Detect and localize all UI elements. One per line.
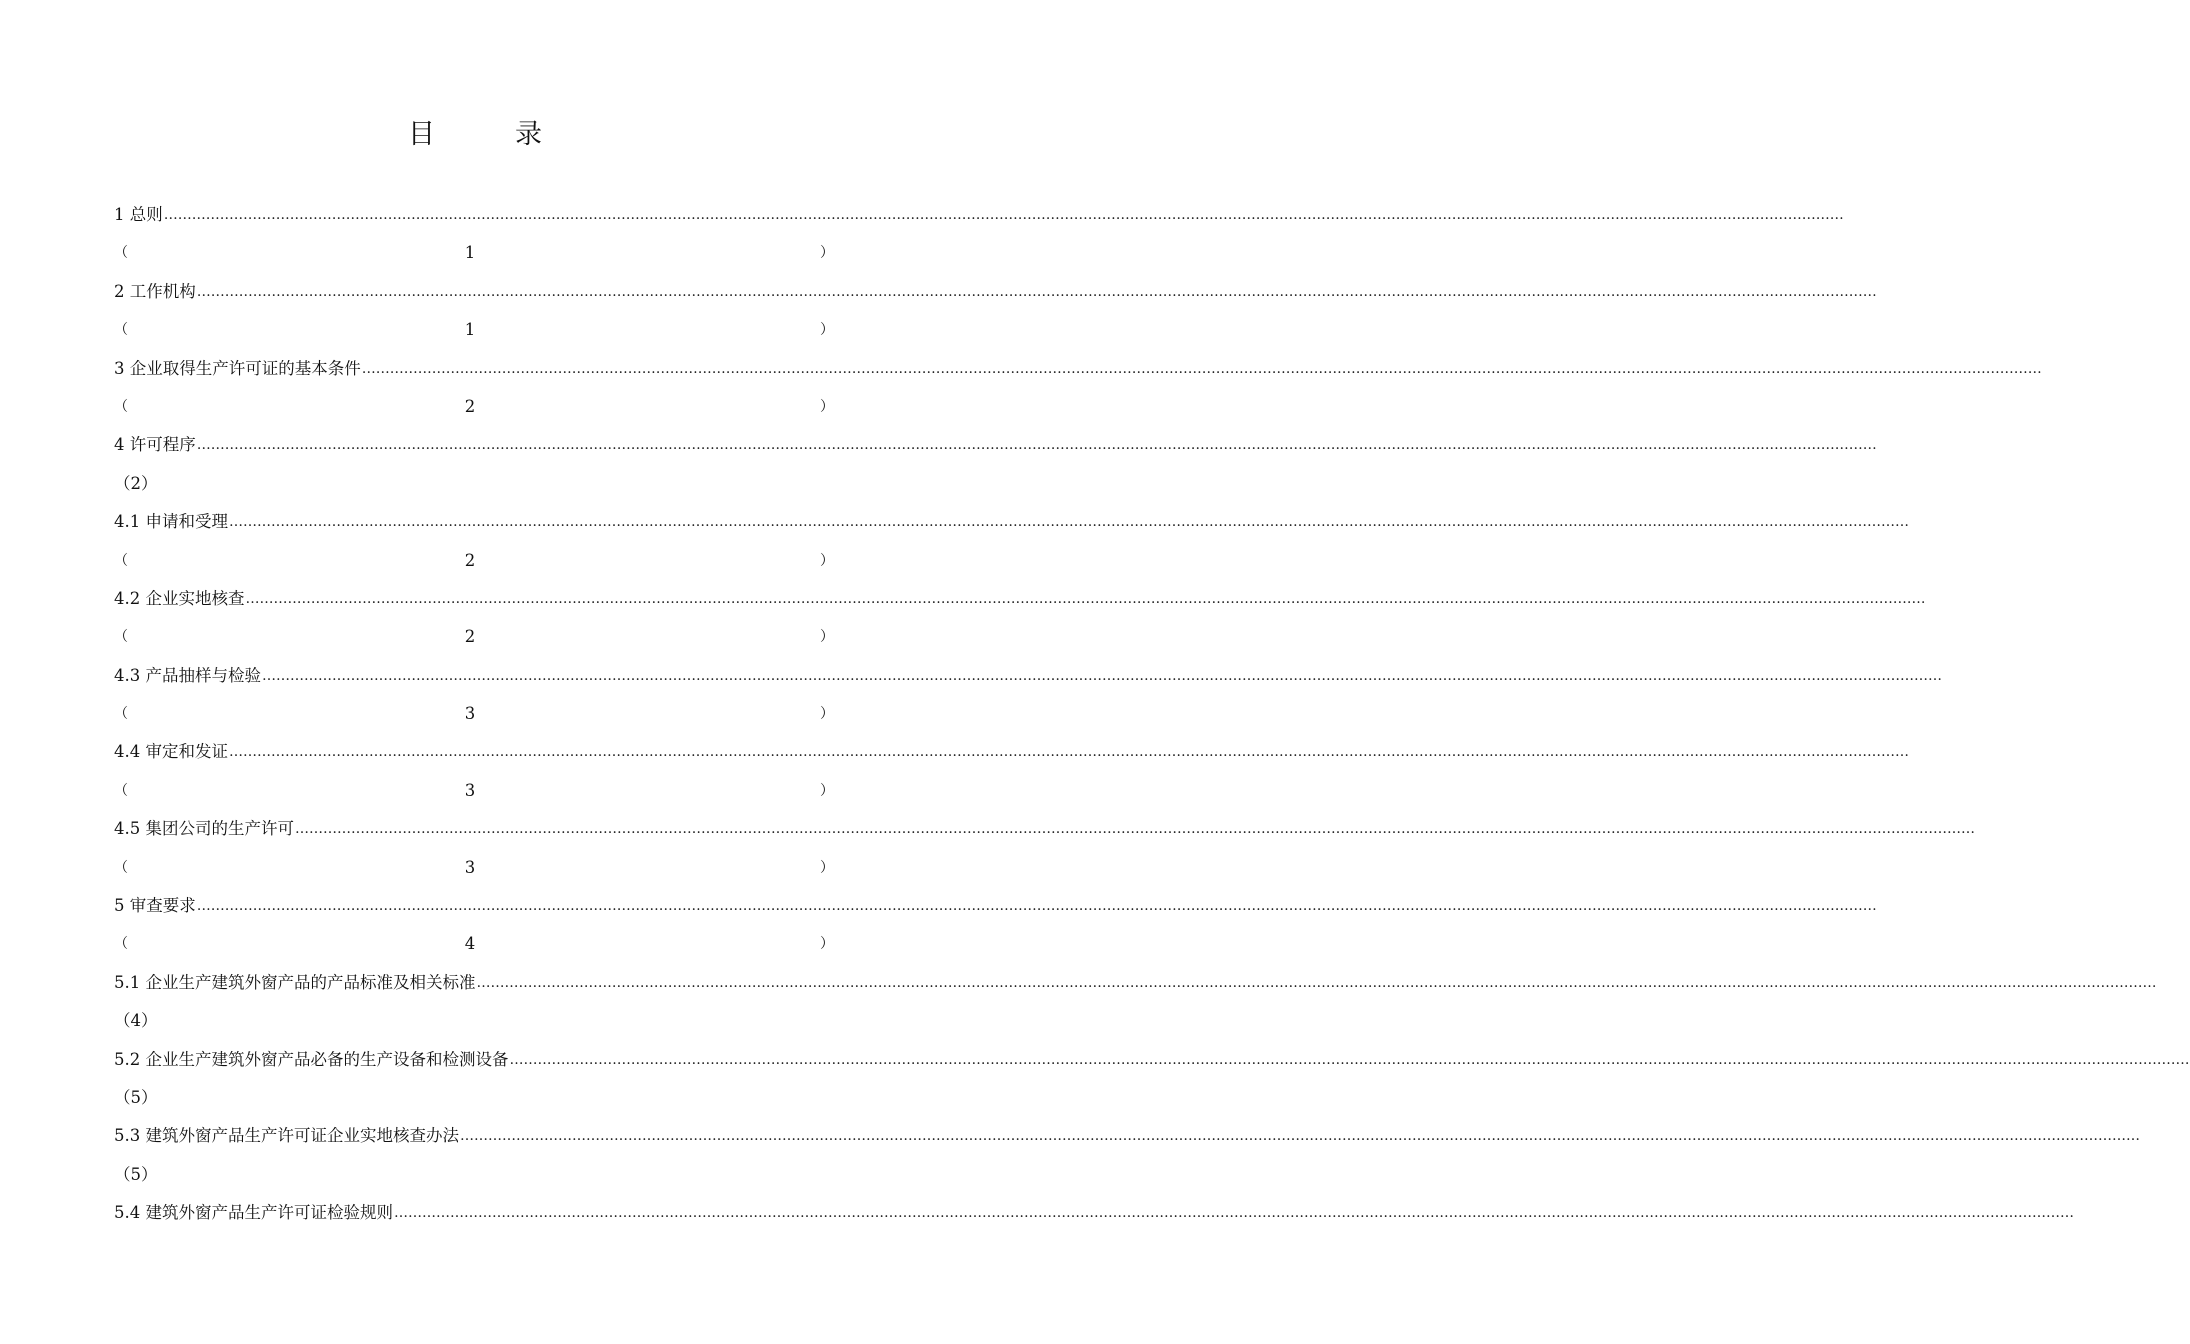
page-number: 4: [464, 934, 476, 954]
toc-entry[interactable]: [114, 887, 1877, 925]
title-char-left: 目: [408, 119, 435, 150]
page-number: 2: [130, 473, 141, 493]
toc-entry[interactable]: [114, 657, 1942, 695]
toc-page-number: （ 1 ）: [114, 234, 834, 272]
dot-leader: ………………………………………………………………………………………………………………………………………………………………………………………………………………………………………………………………………………………………………………………………: [460, 1128, 2140, 1145]
toc-entry-label: 4.2 企业实地核查: [114, 588, 245, 608]
toc-entry-label: 5.2 企业生产建筑外窗产品必备的生产设备和检测设备: [114, 1049, 509, 1069]
dot-leader: ………………………………………………………………………………………………………………………………………………………………………………………………………………………………………………………………………………………………………………………………: [361, 360, 2042, 377]
page-number: 3: [464, 857, 476, 877]
toc-page-number: （ 2 ）: [114, 388, 834, 426]
dot-leader: ………………………………………………………………………………………………………………………………………………………………………………………………………………………………………………………………………………………………………………………………: [295, 821, 1975, 838]
toc-entry[interactable]: [114, 503, 1909, 541]
title-char-right: 录: [515, 119, 542, 150]
dot-leader: ………………………………………………………………………………………………………………………………………………………………………………………………………………………………………………………………………………………………………………………………: [245, 590, 1926, 607]
dot-leader: ………………………………………………………………………………………………………………………………………………………………………………………………………………………………………………………………………………………………………………………………: [196, 437, 1877, 454]
dot-leader: ………………………………………………………………………………………………………………………………………………………………………………………………………………………………………………………………………………………………………………………………: [196, 283, 1877, 300]
dot-leader: ………………………………………………………………………………………………………………………………………………………………………………………………………………………………………………………………………………………………………………………………: [229, 514, 1909, 531]
toc-entry[interactable]: [114, 580, 1926, 618]
dot-leader: ………………………………………………………………………………………………………………………………………………………………………………………………………………………………………………………………………………………………………………………………: [509, 1051, 2190, 1068]
page-number: 1: [464, 243, 476, 263]
toc-page-number: （ 2 ）: [114, 542, 834, 580]
page-number: 4: [130, 1011, 141, 1031]
toc-entry[interactable]: [114, 1194, 2074, 1232]
toc-entry[interactable]: [114, 350, 2042, 388]
toc-entry[interactable]: [114, 810, 1975, 848]
dot-leader: ………………………………………………………………………………………………………………………………………………………………………………………………………………………………………………………………………………………………………………………………: [262, 667, 1942, 684]
page-number: 5: [130, 1087, 141, 1107]
toc-entry-label: 4.4 审定和发证: [114, 742, 228, 762]
page-number: 2: [464, 396, 476, 416]
page-number: 2: [464, 550, 476, 570]
toc-page-number: （ 3 ）: [114, 772, 834, 810]
toc-page-number: （ 5 ）: [114, 1079, 834, 1117]
toc-entry-label: 5.1 企业生产建筑外窗产品的产品标准及相关标准: [114, 972, 476, 992]
toc-entry[interactable]: [114, 1041, 2190, 1079]
dot-leader: ………………………………………………………………………………………………………………………………………………………………………………………………………………………………………………………………………………………………………………………………: [476, 974, 2157, 991]
toc-entry-label: 4.3 产品抽样与检验: [114, 665, 261, 685]
toc-entry-label: 4 许可程序: [114, 435, 196, 455]
toc-entry[interactable]: [114, 273, 1877, 311]
dot-leader: ………………………………………………………………………………………………………………………………………………………………………………………………………………………………………………………………………………………………………………………………: [196, 898, 1877, 915]
toc-entry-label: 4.5 集团公司的生产许可: [114, 819, 294, 839]
toc-entry-label: 5.3 建筑外窗产品生产许可证企业实地核查办法: [114, 1126, 459, 1146]
toc-entry[interactable]: [114, 733, 1909, 771]
toc-entry-label: 2 工作机构: [114, 281, 196, 301]
dot-leader: ………………………………………………………………………………………………………………………………………………………………………………………………………………………………………………………………………………………………………………………………: [163, 207, 1844, 223]
toc-page-number: （ 4 ）: [114, 925, 834, 963]
toc-entry-label: 3 企业取得生产许可证的基本条件: [114, 358, 361, 378]
page-number: 3: [464, 780, 476, 800]
dot-leader: ………………………………………………………………………………………………………………………………………………………………………………………………………………………………………………………………………………………………………………………………: [229, 744, 1909, 761]
toc-page-number: （ 2 ）: [114, 618, 834, 656]
toc-entry[interactable]: [114, 196, 1844, 234]
toc-page-number: （ 4 ）: [114, 1002, 834, 1040]
toc-entry-label: 5 审查要求: [114, 896, 196, 916]
table-of-contents: [114, 196, 2190, 1233]
dot-leader: ………………………………………………………………………………………………………………………………………………………………………………………………………………………………………………………………………………………………………………………………: [394, 1205, 2074, 1222]
toc-entry-label: 1 总则: [114, 205, 163, 224]
page-number: 3: [464, 704, 476, 724]
page-title: [0, 112, 950, 151]
page-number: 1: [464, 320, 476, 340]
toc-entry[interactable]: [114, 964, 2157, 1002]
toc-page-number: （ 1 ）: [114, 311, 834, 349]
toc-entry[interactable]: [114, 426, 1877, 464]
toc-page-number: （ 5 ）: [114, 1156, 834, 1194]
toc-entry-label: 4.1 申请和受理: [114, 512, 228, 532]
toc-entry[interactable]: [114, 1117, 2140, 1155]
page-number: 5: [130, 1164, 141, 1184]
toc-page-number: （ 2 ）: [114, 465, 834, 503]
toc-entry-label: 5.4 建筑外窗产品生产许可证检验规则: [114, 1203, 393, 1223]
page-number: 2: [464, 627, 476, 647]
toc-page-number: （ 3 ）: [114, 695, 834, 733]
toc-page-number: （ 3 ）: [114, 849, 834, 887]
